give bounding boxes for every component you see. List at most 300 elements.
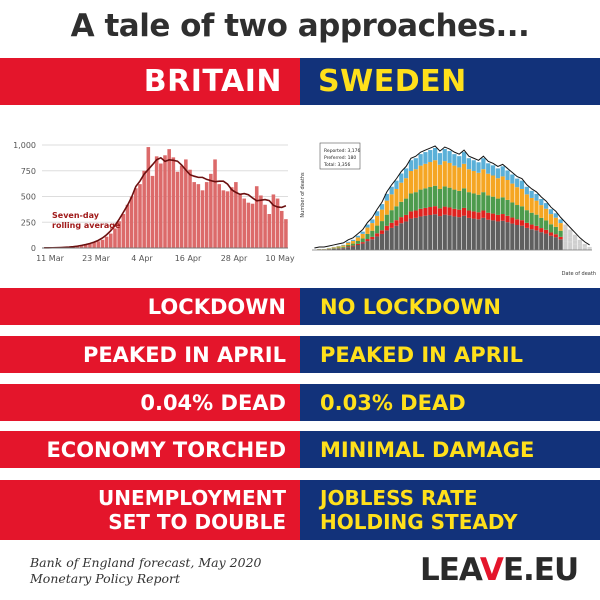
bar-segment: [505, 170, 509, 180]
bar-segment: [568, 243, 572, 250]
bar-segment: [534, 194, 538, 201]
bar-segment: [534, 215, 538, 226]
bar-segment: [534, 230, 538, 250]
bar-segment: [414, 211, 418, 218]
bar-segment: [467, 169, 471, 192]
bar-segment: [578, 241, 582, 244]
bar-segment: [327, 248, 331, 249]
bar-segment: [356, 244, 360, 245]
bar-segment: [467, 158, 471, 169]
bar-segment: [578, 240, 582, 241]
bar-segment: [520, 220, 524, 226]
bar-segment: [433, 206, 437, 214]
bar-segment: [419, 190, 423, 209]
bar: [113, 228, 117, 248]
row-right: [300, 480, 600, 540]
row-left-line2: SET TO DOUBLE: [108, 510, 286, 534]
row-right: MINIMAL DAMAGE: [300, 431, 600, 468]
bar: [147, 147, 151, 248]
bar-segment: [496, 221, 500, 250]
bar-segment: [544, 234, 548, 250]
britain-deaths-chart: [0, 110, 295, 285]
bar-segment: [452, 209, 456, 217]
bar-segment: [501, 197, 505, 214]
bar-segment: [390, 228, 394, 250]
bar-segment: [341, 245, 345, 246]
bar-segment: [462, 188, 466, 208]
bar-segment: [394, 220, 398, 226]
bar-segment: [385, 226, 389, 230]
bar-segment: [510, 202, 514, 217]
bar-segment: [356, 241, 360, 244]
bar-segment: [467, 211, 471, 218]
bar-segment: [544, 230, 548, 234]
row-right: 0.03% DEAD: [300, 384, 600, 421]
bar: [138, 184, 142, 248]
bar-segment: [510, 184, 514, 203]
bar-segment: [351, 246, 355, 250]
bar-segment: [573, 243, 577, 244]
bar-segment: [380, 221, 384, 230]
bar-segment: [346, 242, 350, 243]
x-tick-label: 23 Mar: [82, 254, 110, 263]
bar-segment: [428, 150, 432, 162]
bar-segment: [457, 191, 461, 210]
bar-segment: [539, 199, 543, 205]
row-left: [0, 480, 300, 540]
bar-segment: [549, 224, 553, 232]
bar-segment: [491, 214, 495, 221]
row-right: NO LOCKDOWN: [300, 288, 600, 325]
bar-segment: [520, 206, 524, 220]
bar-segment: [578, 246, 582, 250]
bar: [192, 182, 196, 248]
bar-segment: [428, 187, 432, 207]
bar-segment: [356, 236, 360, 238]
y-axis-label: Number of deaths: [300, 172, 306, 218]
bar-segment: [501, 221, 505, 250]
bar-segment: [462, 152, 466, 164]
bar: [238, 194, 242, 248]
bar-segment: [578, 246, 582, 247]
bar-segment: [554, 234, 558, 237]
bar-segment: [481, 218, 485, 250]
bar-segment: [530, 229, 534, 250]
logo-part-2: E.EU: [502, 552, 579, 588]
bar-segment: [530, 191, 534, 198]
bar-segment: [457, 210, 461, 218]
bar: [226, 191, 230, 248]
bar-segment: [549, 209, 553, 214]
bar: [155, 156, 159, 248]
bar-segment: [554, 237, 558, 250]
bar-segment: [336, 247, 340, 248]
bar-segment: [534, 201, 538, 215]
comparison-row: [0, 384, 600, 421]
bar-segment: [438, 208, 442, 216]
bar-segment: [467, 218, 471, 250]
bar-segment: [443, 161, 447, 186]
bar-segment: [341, 247, 345, 248]
bar: [180, 166, 184, 248]
bar: [284, 219, 288, 248]
bar-segment: [356, 245, 360, 250]
bar-segment: [414, 218, 418, 250]
row-left: PEAKED IN APRIL: [0, 336, 300, 373]
bar-segment: [423, 188, 427, 208]
bar-segment: [554, 218, 558, 227]
bar-segment: [530, 225, 534, 230]
bar-segment: [404, 178, 408, 198]
page-title: A tale of two approaches...: [70, 8, 530, 44]
bar-segment: [472, 193, 476, 211]
bar-segment: [583, 244, 587, 245]
bar-segment: [563, 228, 567, 234]
bar: [242, 199, 246, 248]
bar-segment: [385, 230, 389, 250]
legend-entry: Total: 3,356: [324, 163, 351, 168]
bar-segment: [520, 226, 524, 250]
bar: [255, 186, 259, 248]
bar-segment: [568, 241, 572, 243]
bar-segment: [399, 202, 403, 217]
bar-segment: [544, 203, 548, 209]
bar-segment: [361, 238, 365, 242]
bar-segment: [394, 189, 398, 206]
x-tick-label: 28 Apr: [220, 254, 248, 263]
bar-segment: [443, 207, 447, 215]
bar-segment: [476, 195, 480, 213]
bar-segment: [375, 236, 379, 250]
source-line-1: Bank of England forecast, May 2020: [30, 555, 262, 570]
bar: [163, 155, 167, 248]
bar-segment: [583, 246, 587, 247]
bar-segment: [452, 154, 456, 166]
bar-segment: [423, 164, 427, 188]
bar-segment: [351, 240, 355, 241]
bar-segment: [419, 209, 423, 217]
y-tick-label: 0: [30, 244, 36, 253]
bar-segment: [423, 216, 427, 250]
bar-segment: [501, 214, 505, 221]
bar-segment: [486, 174, 490, 196]
bar-segment: [587, 247, 591, 248]
bar-segment: [573, 237, 577, 241]
bar: [259, 195, 263, 248]
x-tick-label: 16 Apr: [174, 254, 202, 263]
bar-segment: [419, 166, 423, 190]
bar-segment: [394, 226, 398, 250]
row-left-line1: UNEMPLOYMENT: [98, 486, 286, 510]
bar-segment: [409, 211, 413, 218]
bar-segment: [563, 239, 567, 241]
source-note: [30, 555, 261, 587]
bar-segment: [419, 154, 423, 166]
bar-segment: [525, 194, 529, 210]
bar-segment: [390, 187, 394, 195]
bar-segment: [462, 216, 466, 250]
row-left: ECONOMY TORCHED: [0, 431, 300, 468]
bar-segment: [443, 186, 447, 206]
bar-segment: [447, 151, 451, 163]
row-right-line1: JOBLESS RATE: [320, 486, 478, 510]
bar-segment: [539, 232, 543, 250]
bar-segment: [428, 207, 432, 215]
bar-segment: [476, 212, 480, 219]
bar-segment: [496, 168, 500, 178]
bar-segment: [332, 247, 336, 248]
row-right: PEAKED IN APRIL: [300, 336, 600, 373]
bar-segment: [433, 214, 437, 250]
bar-segment: [578, 244, 582, 246]
bar-segment: [385, 215, 389, 226]
charts-panel: [0, 110, 600, 285]
bar-segment: [361, 234, 365, 239]
bar-segment: [414, 158, 418, 169]
bar-segment: [583, 245, 587, 247]
bar-segment: [587, 248, 591, 249]
bar-segment: [539, 205, 543, 218]
bar-segment: [423, 152, 427, 164]
bar-segment: [443, 215, 447, 250]
bar-segment: [380, 234, 384, 250]
source-line-2: Monetary Policy Report: [30, 571, 181, 586]
bar-segment: [428, 162, 432, 187]
bar-segment: [365, 239, 369, 241]
bar-segment: [472, 219, 476, 250]
bar-segment: [438, 189, 442, 208]
bar: [280, 211, 284, 248]
legend-entry: Preferred: 180: [324, 156, 357, 161]
bar-segment: [515, 187, 519, 205]
bar-segment: [568, 230, 572, 232]
bar-segment: [515, 179, 519, 188]
bar-segment: [433, 186, 437, 206]
sweden-deaths-chart: [300, 110, 600, 285]
bar-segment: [491, 220, 495, 250]
bar-segment: [414, 192, 418, 210]
bar: [109, 234, 113, 248]
bar-segment: [452, 190, 456, 209]
bar-segment: [370, 239, 374, 250]
bar: [159, 164, 163, 248]
row-left: LOCKDOWN: [0, 288, 300, 325]
bar-segment: [394, 206, 398, 220]
bar-segment: [462, 164, 466, 188]
bar-segment: [409, 193, 413, 211]
bar-segment: [544, 209, 548, 221]
y-tick-label: 500: [20, 192, 36, 202]
bar-segment: [433, 160, 437, 186]
bar-segment: [370, 219, 374, 223]
bar-segment: [447, 163, 451, 188]
bar-segment: [559, 219, 563, 223]
bar-segment: [414, 169, 418, 192]
bar-segment: [544, 220, 548, 229]
bar-segment: [351, 244, 355, 246]
bar-segment: [390, 194, 394, 210]
bar-segment: [559, 231, 563, 237]
bar-segment: [501, 176, 505, 197]
header-britain: BRITAIN: [0, 58, 300, 105]
bar-segment: [515, 225, 519, 250]
y-tick-label: 750: [20, 166, 36, 176]
bar-segment: [423, 208, 427, 216]
bar-segment: [346, 247, 350, 250]
bar: [188, 170, 192, 248]
y-tick-label: 1,000: [13, 141, 36, 150]
bar-segment: [505, 216, 509, 222]
bar: [172, 157, 176, 248]
comparison-row: [0, 288, 600, 325]
bar: [126, 205, 130, 248]
bar: [130, 197, 134, 249]
row-right-line2: HOLDING STEADY: [320, 510, 518, 534]
bar-segment: [351, 246, 355, 247]
bar-segment: [476, 173, 480, 195]
bar-segment: [409, 171, 413, 193]
bar-segment: [409, 219, 413, 250]
comparison-row: [0, 431, 600, 468]
bar-segment: [370, 231, 374, 237]
bar: [267, 214, 271, 248]
bar-segment: [394, 181, 398, 189]
bar-segment: [380, 230, 384, 234]
bar-segment: [481, 158, 485, 169]
bar-segment: [496, 199, 500, 215]
bar-segment: [563, 234, 567, 239]
bar-segment: [476, 162, 480, 173]
bar-segment: [520, 181, 524, 189]
bar: [151, 176, 155, 248]
bar: [176, 172, 180, 248]
bar-segment: [346, 243, 350, 245]
bar-segment: [462, 208, 466, 216]
bar-segment: [525, 228, 529, 250]
bar-segment: [336, 246, 340, 247]
bar-segment: [390, 223, 394, 228]
bar-segment: [520, 189, 524, 206]
bar-segment: [491, 165, 495, 175]
bar: [122, 214, 126, 248]
legend-entry: Reported: 3,176: [324, 149, 361, 154]
bar-segment: [365, 234, 369, 239]
bar-segment: [457, 156, 461, 167]
bar-segment: [501, 166, 505, 176]
bar-segment: [443, 149, 447, 161]
bar: [101, 240, 105, 248]
bar-segment: [559, 239, 563, 250]
bar-segment: [534, 226, 538, 230]
bar: [251, 204, 255, 248]
bar-segment: [486, 195, 490, 212]
bar-segment: [351, 241, 355, 244]
bar-segment: [452, 216, 456, 250]
bar-segment: [457, 217, 461, 250]
bar-segment: [573, 245, 577, 250]
bar-segment: [525, 210, 529, 223]
bar: [134, 188, 138, 248]
bar: [105, 237, 109, 248]
bar: [142, 171, 146, 248]
row-left: 0.04% DEAD: [0, 384, 300, 421]
x-tick-label: 10 May: [265, 254, 295, 263]
bar-segment: [510, 175, 514, 184]
bar-segment: [361, 242, 365, 243]
comparison-row-unemployment: [0, 480, 600, 540]
bar-segment: [356, 237, 360, 241]
bar-segment: [361, 244, 365, 250]
bar-segment: [346, 246, 350, 247]
bar-segment: [375, 233, 379, 236]
bar-segment: [346, 245, 350, 247]
bar-segment: [525, 223, 529, 228]
bar: [230, 187, 234, 248]
bar-segment: [404, 168, 408, 178]
bar-segment: [472, 171, 476, 193]
header-sweden: SWEDEN: [300, 58, 600, 105]
bar-segment: [510, 218, 514, 224]
logo-tick-mark: V: [479, 552, 503, 588]
x-tick-label: 11 Mar: [36, 254, 64, 263]
bar-segment: [452, 166, 456, 190]
bar: [167, 149, 171, 248]
bar-segment: [399, 174, 403, 183]
x-tick-label: 4 Apr: [131, 254, 153, 263]
bar-segment: [525, 187, 529, 195]
bar-segment: [438, 153, 442, 165]
bar-segment: [375, 216, 379, 226]
bar-segment: [539, 228, 543, 232]
bar: [213, 159, 217, 248]
bar-segment: [438, 165, 442, 189]
bar-segment: [385, 201, 389, 215]
bar-segment: [341, 246, 345, 247]
bar-segment: [549, 236, 553, 250]
bar-segment: [365, 228, 369, 234]
bar: [272, 194, 276, 248]
bar-segment: [559, 223, 563, 231]
bar-segment: [370, 223, 374, 231]
bar: [247, 203, 251, 248]
bar-segment: [481, 211, 485, 218]
bar-segment: [563, 225, 567, 228]
bar-segment: [404, 215, 408, 222]
annotation-line: Seven-day: [52, 211, 99, 220]
bar-segment: [438, 216, 442, 250]
comparison-row: [0, 336, 600, 373]
bar-segment: [515, 219, 519, 225]
bar: [222, 190, 226, 248]
bar-segment: [428, 215, 432, 250]
bar-segment: [505, 200, 509, 216]
bar-segment: [332, 248, 336, 249]
bar-segment: [399, 183, 403, 202]
bar-segment: [568, 237, 572, 241]
bar-segment: [361, 232, 365, 234]
bar-segment: [447, 207, 451, 215]
bar: [217, 184, 221, 248]
bar-segment: [496, 215, 500, 222]
bar-segment: [481, 169, 485, 192]
bar-segment: [539, 218, 543, 228]
bar-segment: [554, 227, 558, 234]
bar-segment: [472, 160, 476, 171]
logo-part-1: LEA: [420, 552, 480, 588]
bar: [184, 159, 188, 248]
bar-segment: [530, 213, 534, 225]
bar-segment: [409, 160, 413, 171]
